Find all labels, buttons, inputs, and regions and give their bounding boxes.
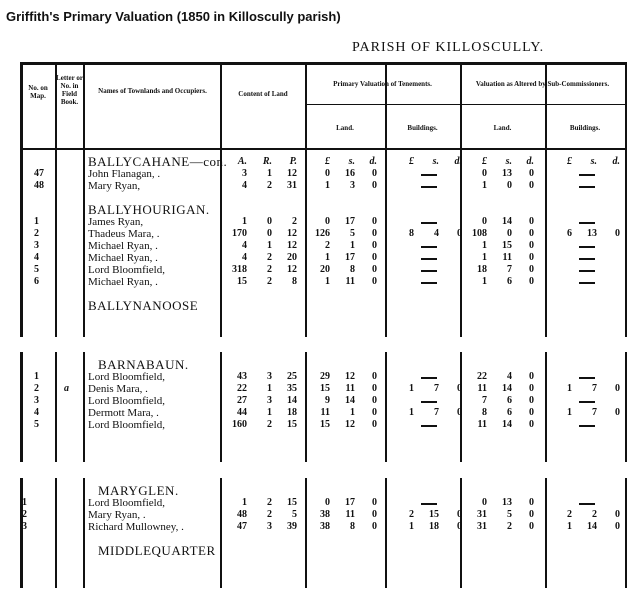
dash-nil (421, 246, 437, 248)
map-number: 2 (34, 228, 39, 239)
map-number: 47 (34, 168, 44, 179)
valuation-pbld: 0 (457, 521, 462, 532)
valuation-pland: 29 (320, 371, 330, 382)
column-rule (55, 352, 57, 462)
occupier-name: Lord Bloomfield, (88, 264, 165, 276)
valuation-pland: 2 (325, 240, 330, 251)
header-altered: Valuation as Altered by Sub-Commissioners. (475, 80, 610, 88)
land-area: 8 (292, 276, 297, 287)
occupier-name: Michael Ryan, . (88, 252, 158, 264)
column-rule (220, 352, 222, 462)
valuation-pbld: 7 (434, 407, 439, 418)
land-area: 2 (267, 276, 272, 287)
valuation-aland: 0 (529, 216, 534, 227)
valuation-aland: 0 (529, 168, 534, 179)
land-area: 20 (287, 252, 297, 263)
townland-heading: BARNABAUN. (98, 357, 189, 372)
valuation-pland: 8 (350, 264, 355, 275)
land-area: 2 (267, 497, 272, 508)
valuation-pland: 11 (345, 276, 355, 287)
valuation-pbld: 7 (434, 383, 439, 394)
valuation-abld: 1 (567, 521, 572, 532)
column-rule (625, 352, 627, 462)
valuation-abld: 1 (567, 383, 572, 394)
column-rule (625, 62, 627, 337)
header-buildings: Buildings. (407, 124, 438, 132)
valuation-abld: 0 (615, 383, 620, 394)
valuation-pland: 0 (372, 264, 377, 275)
column-rule (83, 352, 85, 462)
occupier-name: Dermott Mara, . (88, 407, 159, 419)
column-rule (20, 352, 23, 462)
townland-heading: MIDDLEQUARTER (98, 543, 216, 558)
land-area: 2 (267, 264, 272, 275)
dash-nil (579, 282, 595, 284)
land-area: 2 (267, 180, 272, 191)
land-area: 3 (267, 371, 272, 382)
dash-nil (421, 270, 437, 272)
valuation-pland: 0 (372, 276, 377, 287)
dash-nil (579, 425, 595, 427)
valuation-pland: 0 (372, 240, 377, 251)
valuation-abld: 13 (587, 228, 597, 239)
valuation-pbld: 0 (457, 228, 462, 239)
valuation-aland: 0 (507, 228, 512, 239)
valuation-aland: 0 (482, 497, 487, 508)
land-area: 318 (232, 264, 247, 275)
dash-nil (579, 246, 595, 248)
valuation-pland: 0 (372, 407, 377, 418)
land-area: 4 (242, 252, 247, 263)
map-number: 1 (22, 497, 27, 508)
townland-heading: BALLYCAHANE—con. (88, 154, 228, 169)
land-area: 3 (242, 168, 247, 179)
unit-label: £ (567, 156, 572, 167)
valuation-aland: 7 (482, 395, 487, 406)
valuation-pland: 15 (320, 419, 330, 430)
valuation-abld: 7 (592, 407, 597, 418)
unit-label: s. (590, 156, 597, 167)
field-book-letter: a (64, 383, 69, 394)
valuation-abld: 2 (567, 509, 572, 520)
valuation-pland: 0 (372, 180, 377, 191)
valuation-pland: 11 (345, 509, 355, 520)
valuation-aland: 7 (507, 264, 512, 275)
valuation-pland: 0 (372, 252, 377, 263)
dash-nil (579, 258, 595, 260)
valuation-pland: 11 (345, 383, 355, 394)
land-area: 0 (267, 216, 272, 227)
map-number: 5 (34, 419, 39, 430)
valuation-pland: 38 (320, 521, 330, 532)
land-area: 1 (267, 407, 272, 418)
column-rule (460, 478, 462, 588)
column-rule (385, 352, 387, 462)
dash-nil (421, 174, 437, 176)
valuation-pland: 0 (325, 497, 330, 508)
valuation-pland: 14 (345, 395, 355, 406)
land-area: 12 (287, 264, 297, 275)
map-number: 1 (34, 371, 39, 382)
map-number: 4 (34, 407, 39, 418)
land-area: 27 (237, 395, 247, 406)
land-area: 14 (287, 395, 297, 406)
valuation-pland: 38 (320, 509, 330, 520)
occupier-name: Michael Ryan, . (88, 276, 158, 288)
map-number: 5 (34, 264, 39, 275)
land-area: 15 (287, 419, 297, 430)
column-rule (220, 62, 222, 337)
land-area: 15 (237, 276, 247, 287)
valuation-pbld: 0 (457, 383, 462, 394)
valuation-pland: 0 (372, 371, 377, 382)
valuation-pland: 11 (320, 407, 330, 418)
map-number: 3 (34, 395, 39, 406)
valuation-abld: 14 (587, 521, 597, 532)
valuation-pland: 0 (372, 395, 377, 406)
valuation-pland: 0 (372, 509, 377, 520)
column-rule (545, 352, 547, 462)
subheader-rule (305, 104, 625, 105)
valuation-pland: 9 (325, 395, 330, 406)
land-area: 1 (242, 216, 247, 227)
valuation-pland: 1 (325, 180, 330, 191)
valuation-pbld: 2 (409, 509, 414, 520)
land-area: 12 (287, 240, 297, 251)
dash-nil (421, 425, 437, 427)
land-area: 44 (237, 407, 247, 418)
header-no-on-map: No. on Map. (28, 84, 48, 100)
column-rule (305, 352, 307, 462)
header-primary: Primary Valuation of Tenements. (333, 80, 432, 88)
valuation-aland: 0 (529, 371, 534, 382)
land-area: 4 (242, 180, 247, 191)
valuation-pland: 1 (350, 407, 355, 418)
valuation-pbld: 18 (429, 521, 439, 532)
column-rule (55, 478, 57, 588)
valuation-aland: 18 (477, 264, 487, 275)
valuation-aland: 5 (507, 509, 512, 520)
map-number: 2 (34, 383, 39, 394)
occupier-name: Lord Bloomfield, (88, 371, 165, 383)
valuation-aland: 108 (472, 228, 487, 239)
column-rule (20, 62, 23, 337)
occupier-name: Denis Mara, . (88, 383, 148, 395)
land-area: 15 (287, 497, 297, 508)
page-title: Griffith's Primary Valuation (1850 in Killoscully parish) (6, 9, 341, 24)
valuation-aland: 13 (502, 497, 512, 508)
land-area: 3 (267, 521, 272, 532)
valuation-pland: 0 (372, 521, 377, 532)
occupier-name: Lord Bloomfield, (88, 395, 165, 407)
valuation-pbld: 0 (457, 509, 462, 520)
townland-heading: BALLYNANOOSE (88, 298, 199, 313)
townland-heading: MARYGLEN. (98, 483, 179, 498)
valuation-pbld: 1 (409, 521, 414, 532)
column-rule (305, 478, 307, 588)
valuation-abld: 0 (615, 509, 620, 520)
unit-label: d. (526, 156, 534, 167)
unit-label: £ (325, 156, 330, 167)
occupier-name: Mary Ryan, (88, 180, 141, 192)
unit-label: s. (348, 156, 355, 167)
column-rule (20, 478, 23, 588)
map-number: 3 (22, 521, 27, 532)
land-area: 170 (232, 228, 247, 239)
valuation-aland: 0 (529, 419, 534, 430)
valuation-aland: 1 (482, 240, 487, 251)
land-area: 3 (267, 395, 272, 406)
valuation-pland: 0 (325, 216, 330, 227)
valuation-aland: 0 (529, 240, 534, 251)
valuation-pland: 0 (325, 168, 330, 179)
valuation-aland: 14 (502, 383, 512, 394)
land-area: 4 (242, 240, 247, 251)
header-buildings: Buildings. (569, 124, 601, 132)
header-land: Land. (336, 124, 354, 132)
header-names: Names of Townlands and Occupiers. (98, 87, 207, 95)
map-number: 1 (34, 216, 39, 227)
column-rule (385, 478, 387, 588)
valuation-aland: 0 (482, 168, 487, 179)
valuation-pland: 0 (372, 383, 377, 394)
valuation-panel-1 (0, 62, 640, 337)
valuation-aland: 15 (502, 240, 512, 251)
land-area: 2 (267, 252, 272, 263)
table-top-rule (20, 62, 625, 65)
unit-label: s. (505, 156, 512, 167)
dash-nil (579, 401, 595, 403)
valuation-aland: 31 (477, 509, 487, 520)
land-area: 2 (267, 509, 272, 520)
valuation-aland: 4 (507, 371, 512, 382)
header-land: Land. (493, 124, 512, 132)
valuation-aland: 11 (502, 252, 512, 263)
valuation-pland: 15 (320, 383, 330, 394)
valuation-pland: 1 (350, 240, 355, 251)
occupier-name: Lord Bloomfield, (88, 497, 165, 509)
land-area: 43 (237, 371, 247, 382)
dash-nil (421, 282, 437, 284)
valuation-pland: 0 (372, 419, 377, 430)
valuation-pland: 0 (372, 228, 377, 239)
unit-label: P. (289, 156, 297, 167)
valuation-aland: 22 (477, 371, 487, 382)
land-area: 12 (287, 228, 297, 239)
land-area: 18 (287, 407, 297, 418)
land-area: 25 (287, 371, 297, 382)
valuation-pland: 5 (350, 228, 355, 239)
valuation-aland: 0 (529, 407, 534, 418)
valuation-pbld: 15 (429, 509, 439, 520)
occupier-name: Mary Ryan, . (88, 509, 146, 521)
valuation-pland: 0 (372, 168, 377, 179)
valuation-pland: 3 (350, 180, 355, 191)
valuation-aland: 1 (482, 276, 487, 287)
dash-nil (421, 222, 437, 224)
valuation-pland: 17 (345, 216, 355, 227)
dash-nil (421, 186, 437, 188)
land-area: 1 (267, 168, 272, 179)
column-rule (545, 478, 547, 588)
valuation-abld: 7 (592, 383, 597, 394)
occupier-name: Michael Ryan, . (88, 240, 158, 252)
valuation-pland: 1 (325, 276, 330, 287)
valuation-aland: 11 (477, 419, 487, 430)
valuation-aland: 6 (507, 407, 512, 418)
occupier-name: John Flanagan, . (88, 168, 161, 180)
land-area: 5 (292, 509, 297, 520)
land-area: 1 (267, 383, 272, 394)
header-bottom-rule (20, 148, 625, 150)
valuation-panel-2 (0, 352, 640, 462)
valuation-abld: 0 (615, 407, 620, 418)
column-rule (625, 478, 627, 588)
valuation-aland: 0 (507, 180, 512, 191)
unit-label: d. (369, 156, 377, 167)
valuation-aland: 0 (529, 276, 534, 287)
valuation-aland: 1 (482, 180, 487, 191)
land-area: 160 (232, 419, 247, 430)
valuation-aland: 0 (529, 252, 534, 263)
valuation-abld: 0 (615, 228, 620, 239)
valuation-panel-3 (0, 478, 640, 588)
valuation-pland: 12 (345, 419, 355, 430)
valuation-aland: 0 (529, 521, 534, 532)
dash-nil (579, 503, 595, 505)
map-number: 48 (34, 180, 44, 191)
dash-nil (579, 186, 595, 188)
valuation-aland: 0 (529, 180, 534, 191)
dash-nil (421, 401, 437, 403)
valuation-aland: 0 (529, 228, 534, 239)
valuation-aland: 8 (482, 407, 487, 418)
valuation-abld: 2 (592, 509, 597, 520)
dash-nil (579, 174, 595, 176)
dash-nil (421, 377, 437, 379)
occupier-name: Thadeus Mara, . (88, 228, 160, 240)
valuation-abld: 6 (567, 228, 572, 239)
valuation-pland: 16 (345, 168, 355, 179)
dash-nil (579, 377, 595, 379)
valuation-pbld: 0 (457, 407, 462, 418)
occupier-name: James Ryan, (88, 216, 144, 228)
unit-label: R. (262, 156, 272, 167)
unit-label: A. (237, 156, 247, 167)
column-rule (83, 62, 85, 337)
unit-label: d. (612, 156, 620, 167)
land-area: 31 (287, 180, 297, 191)
valuation-pbld: 8 (409, 228, 414, 239)
map-number: 2 (22, 509, 27, 520)
dash-nil (579, 270, 595, 272)
map-number: 6 (34, 276, 39, 287)
valuation-pbld: 4 (434, 228, 439, 239)
valuation-aland: 1 (482, 252, 487, 263)
unit-label: s. (432, 156, 439, 167)
land-area: 47 (237, 521, 247, 532)
valuation-aland: 0 (529, 264, 534, 275)
land-area: 22 (237, 383, 247, 394)
valuation-pland: 17 (345, 252, 355, 263)
valuation-pland: 1 (325, 252, 330, 263)
valuation-aland: 31 (477, 521, 487, 532)
valuation-aland: 6 (507, 395, 512, 406)
land-area: 12 (287, 168, 297, 179)
valuation-pland: 0 (372, 216, 377, 227)
land-area: 2 (267, 419, 272, 430)
land-area: 0 (267, 228, 272, 239)
dash-nil (579, 222, 595, 224)
map-number: 3 (34, 240, 39, 251)
valuation-aland: 6 (507, 276, 512, 287)
parish-heading: PARISH OF KILLOSCULLY. (352, 40, 545, 55)
land-area: 1 (267, 240, 272, 251)
valuation-pland: 20 (320, 264, 330, 275)
valuation-aland: 0 (529, 395, 534, 406)
land-area: 35 (287, 383, 297, 394)
valuation-aland: 13 (502, 168, 512, 179)
land-area: 48 (237, 509, 247, 520)
occupier-name: Richard Mullowney, . (88, 521, 184, 533)
valuation-pbld: 1 (409, 407, 414, 418)
unit-label: £ (409, 156, 414, 167)
unit-label: d. (454, 156, 462, 167)
valuation-pland: 17 (345, 497, 355, 508)
valuation-aland: 0 (529, 509, 534, 520)
column-rule (220, 478, 222, 588)
header-content: Content of Land (238, 90, 288, 98)
valuation-aland: 0 (529, 383, 534, 394)
dash-nil (421, 258, 437, 260)
valuation-pland: 8 (350, 521, 355, 532)
occupier-name: Lord Bloomfield, (88, 419, 165, 431)
unit-label: £ (482, 156, 487, 167)
header-letter: Letter or No. in Field Book. (56, 74, 83, 106)
land-area: 39 (287, 521, 297, 532)
valuation-abld: 1 (567, 407, 572, 418)
land-area: 2 (292, 216, 297, 227)
valuation-pland: 12 (345, 371, 355, 382)
townland-heading: BALLYHOURIGAN. (88, 202, 210, 217)
column-rule (83, 478, 85, 588)
valuation-aland: 0 (529, 497, 534, 508)
dash-nil (421, 503, 437, 505)
valuation-pland: 126 (315, 228, 330, 239)
valuation-abld: 0 (615, 521, 620, 532)
valuation-pland: 0 (372, 497, 377, 508)
valuation-aland: 14 (502, 216, 512, 227)
valuation-pbld: 1 (409, 383, 414, 394)
land-area: 1 (242, 497, 247, 508)
valuation-aland: 2 (507, 521, 512, 532)
valuation-aland: 0 (482, 216, 487, 227)
valuation-aland: 14 (502, 419, 512, 430)
map-number: 4 (34, 252, 39, 263)
valuation-aland: 11 (477, 383, 487, 394)
